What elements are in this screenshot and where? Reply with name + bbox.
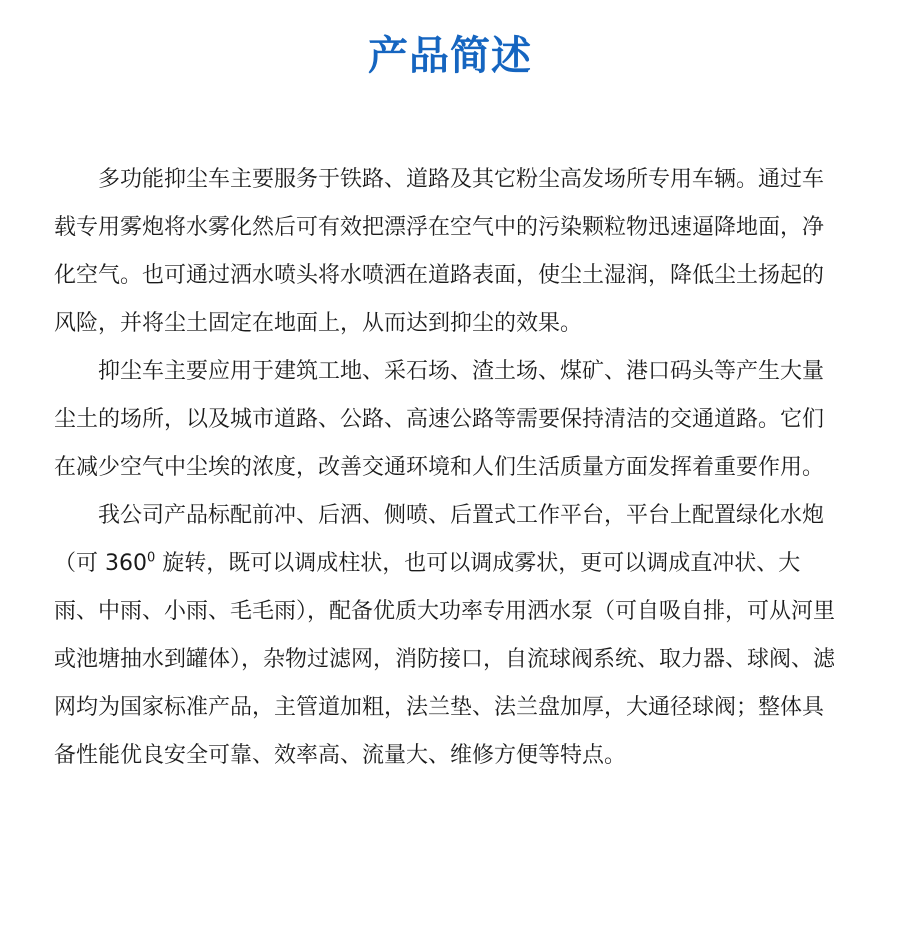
paragraph-configuration [54, 492, 838, 780]
degree-superscript: 0 [147, 550, 156, 566]
configuration-text-after: 旋转，既可以调成柱状，也可以调成雾状，更可以调成直冲状、大雨、中雨、小雨、毛毛雨），配备优质大功率专用洒水泵（可自吸自排，可从河里或池塘抽水到罐体），杂物过滤网，消防接口，自流球阀系统、取力器、球阀、滤网均为国家标准产品，主管道加粗，法兰垫、法兰盘加厚，大通径球阀；整体具备性能优良安全可靠、效率高、流量大、维修方便等特点。 [54, 551, 836, 768]
paragraph-intro: 多功能抑尘车主要服务于铁路、道路及其它粉尘高发场所专用车辆。通过车载专用雾炮将水雾化然后可有效把漂浮在空气中的污染颗粒物迅速逼降地面，净化空气。也可通过洒水喷头将水喷洒在道路表面，使尘土湿润，降低尘土扬起的风险，并将尘土固定在地面上，从而达到抑尘的效果。 [54, 167, 825, 336]
paragraph-applications: 抑尘车主要应用于建筑工地、采石场、渣土场、煤矿、港口码头等产生大量尘土的场所，以及城市道路、公路、高速公路等需要保持清洁的交通道路。它们在减少空气中尘埃的浓度，改善交通环境和人们生活质量方面发挥着重要作用。 [54, 359, 825, 480]
description-body [54, 156, 838, 780]
page-title: 产品简述 [368, 33, 532, 79]
configuration-text-before: 我公司产品标配前冲、后洒、侧喷、后置式工作平台，平台上配置绿化水炮（可 360 [54, 503, 825, 576]
